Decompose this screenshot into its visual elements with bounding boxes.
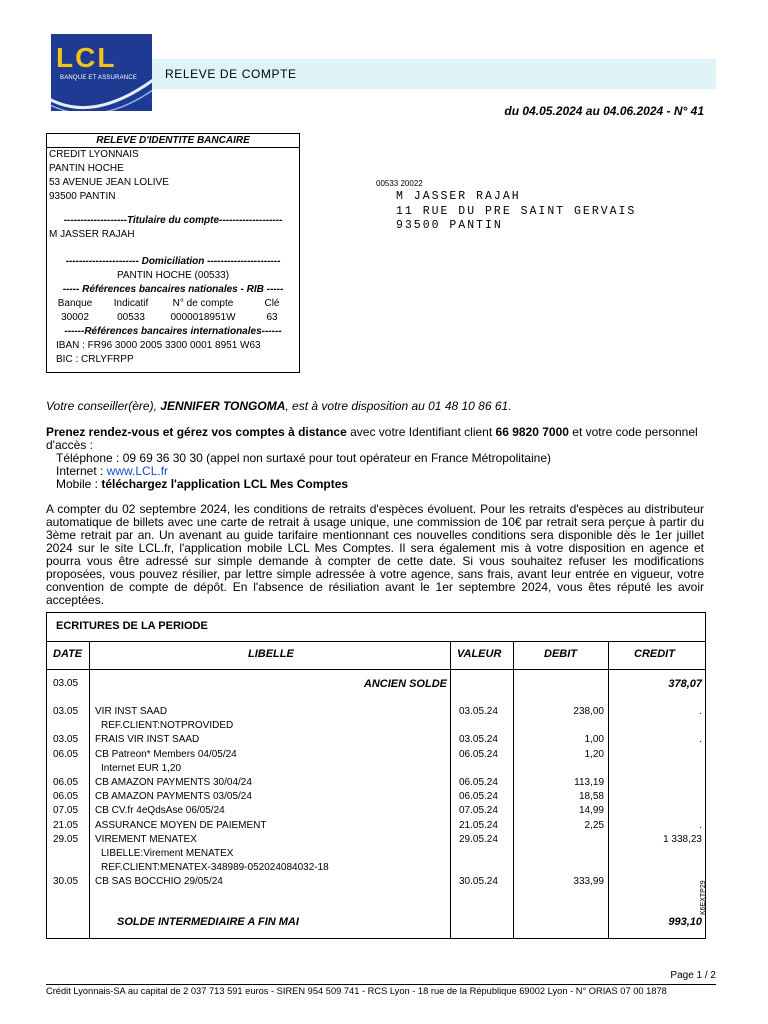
rib-titulaire-header: -------------------Titulaire du compte------------------- [63, 215, 283, 226]
row-debit: 18,58 [578, 791, 604, 803]
row-date: 03.05 [53, 706, 79, 717]
row-credit: 1 338,23 [663, 833, 702, 845]
rib-titulaire: M JASSER RAJAH [49, 229, 135, 240]
address-line: 93500 PANTIN [396, 219, 503, 232]
row-libelle: VIREMENT MENATEX [95, 833, 197, 845]
address-code: 00533 20022 [376, 179, 423, 188]
remote-access-mid: avec votre Identifiant client [346, 425, 496, 439]
row-debit: 2,25 [584, 819, 604, 831]
advisor-line [46, 400, 512, 413]
rib-national-header: ----- Références bancaires nationales - RIB ----- [62, 284, 284, 295]
row-credit: . [699, 706, 702, 717]
rib-val-indicatif: 00533 [117, 312, 145, 323]
remote-access-text [46, 426, 716, 452]
row-valeur: 06.05.24 [459, 748, 498, 760]
row-debit: 113,19 [574, 777, 604, 788]
contact-list [56, 452, 551, 491]
row-libelle: VIR INST SAAD [95, 706, 168, 717]
table-title: ECRITURES DE LA PERIODE [56, 620, 208, 632]
row-valeur: 03.05.24 [459, 706, 498, 717]
rib-col-indicatif: Indicatif [113, 298, 149, 309]
rib-bic: BIC : CRLYFRPP [56, 354, 134, 365]
row-valeur: 21.05.24 [459, 819, 498, 831]
row-libelle: CB AMAZON PAYMENTS 30/04/24 [95, 777, 252, 788]
advisor-name: JENNIFER TONGOMA [160, 399, 286, 413]
advisor-post: , est à votre disposition au 01 48 10 86 61. [285, 399, 512, 413]
contact-mobile [56, 478, 551, 491]
address-line: M JASSER RAJAH [396, 190, 521, 203]
rib-col-banque: Banque [57, 298, 93, 309]
advisor-pre: Votre conseiller(ère), [46, 399, 161, 413]
header-date: DATE [53, 648, 83, 660]
transactions-table [46, 612, 706, 939]
row-date: 06.05 [53, 791, 79, 803]
row-date: 30.05 [53, 876, 79, 888]
recipient-address [396, 190, 636, 234]
rib-val-compte: 0000018951W [170, 312, 236, 323]
internet-label: Internet : [56, 464, 107, 478]
remote-access-post: et votre code personnel d'accès : [46, 425, 698, 452]
rib-title: RELEVE D'IDENTITE BANCAIRE [47, 134, 299, 148]
ancien-solde-credit: 378,07 [668, 678, 702, 690]
remote-access-bold: Prenez rendez-vous et gérez vos comptes à distance [46, 425, 347, 439]
row-valeur: 03.05.24 [459, 734, 498, 746]
rib-bank-line: 53 AVENUE JEAN LOLIVE [49, 177, 169, 188]
row-date: 06.05 [53, 748, 79, 760]
row-valeur: 29.05.24 [459, 833, 498, 845]
row-date: 21.05 [53, 819, 79, 831]
row-libelle: FRAIS VIR INST SAAD [95, 734, 200, 746]
row-debit: 1,20 [584, 748, 604, 760]
row-date: 29.05 [53, 833, 79, 845]
solde-label: SOLDE INTERMEDIAIRE A FIN MAI [117, 916, 299, 928]
legal-footer: Crédit Lyonnais-SA au capital de 2 037 713 591 euros - SIREN 954 509 741 - RCS Lyon - 18 rue de la République 69002 Lyon - N° ORIAS 07 00 1878 [46, 986, 667, 996]
page-number: Page 1 / 2 [670, 970, 716, 981]
row-libelle: REF.CLIENT:NOTPROVIDED [101, 720, 234, 732]
statement-period: du 04.05.2024 au 04.06.2024 - N° 41 [504, 104, 704, 118]
rib-bank-line: CREDIT LYONNAIS [49, 149, 139, 160]
row-debit: 238,00 [573, 706, 604, 717]
doc-title: RELEVE DE COMPTE [165, 67, 297, 81]
row-debit: 333,99 [573, 876, 604, 888]
row-valeur: 07.05.24 [459, 805, 498, 817]
logo-subtitle: BANQUE ET ASSURANCE [60, 75, 138, 81]
mobile-app-text: téléchargez l'application LCL Mes Comptes [101, 477, 349, 491]
rib-val-banque: 30002 [61, 312, 89, 323]
header-debit: DEBIT [544, 648, 577, 660]
row-date: 03.05 [53, 734, 79, 746]
rib-col-cle: Clé [264, 298, 280, 309]
rib-international-header: ------Références bancaires internationales------ [64, 326, 282, 337]
row-date: 07.05 [53, 805, 79, 817]
row-valeur: 06.05.24 [459, 777, 498, 788]
ancien-solde-date: 03.05 [53, 678, 79, 689]
rib-bank-line: 93500 PANTIN [49, 191, 116, 202]
row-debit: 14,99 [578, 805, 604, 817]
contact-telephone: Téléphone : 09 69 36 30 30 (appel non surtaxé pour tout opérateur en France Métropolitaine) [56, 451, 551, 465]
document-code: K6EXTP29 [700, 880, 707, 915]
row-credit: . [699, 819, 702, 831]
row-libelle: REF.CLIENT:MENATEX-348989-052024084032-18 [101, 862, 329, 874]
row-libelle: Internet EUR 1,20 [101, 762, 182, 774]
header-valeur: VALEUR [457, 648, 502, 660]
row-libelle: CB Patreon* Members 04/05/24 [95, 748, 237, 760]
row-credit: . [699, 734, 702, 746]
row-libelle: CB CV.fr 4eQdsAse 06/05/24 [95, 805, 225, 817]
mobile-label: Mobile : [56, 477, 102, 491]
rib-domiciliation: PANTIN HOCHE (00533) [116, 270, 230, 281]
row-libelle: CB SAS BOCCHIO 29/05/24 [95, 876, 223, 888]
row-libelle: CB AMAZON PAYMENTS 03/05/24 [95, 791, 252, 803]
solde-credit: 993,10 [668, 916, 702, 928]
client-id: 66 9820 7000 [495, 425, 569, 439]
header-libelle: LIBELLE [248, 648, 294, 660]
ancien-solde-label: ANCIEN SOLDE [363, 678, 447, 690]
row-libelle: LIBELLE:Virement MENATEX [101, 848, 234, 859]
rib-bank-line: PANTIN HOCHE [49, 163, 124, 174]
rib-box [46, 133, 300, 373]
logo-text: LCL [56, 42, 117, 73]
footer-rule [46, 984, 716, 985]
rib-domiciliation-header: ---------------------- Domiciliation ---------------------- [65, 256, 281, 267]
rib-col-compte: N° de compte [172, 298, 234, 309]
row-libelle: ASSURANCE MOYEN DE PAIEMENT [95, 819, 267, 831]
rib-val-cle: 63 [266, 312, 278, 323]
rib-iban: IBAN : FR96 3000 2005 3300 0001 8951 W63 [56, 340, 261, 351]
lcl-website-link[interactable]: www.LCL.fr [106, 464, 169, 478]
row-valeur: 30.05.24 [459, 876, 498, 888]
row-valeur: 06.05.24 [459, 791, 498, 803]
header-credit: CREDIT [634, 648, 675, 660]
row-debit: 1,00 [584, 734, 604, 746]
address-line: 11 RUE DU PRE SAINT GERVAIS [396, 204, 637, 218]
rib-column-headers [47, 297, 299, 311]
rib-column-values [47, 311, 299, 325]
row-date: 06.05 [53, 777, 79, 788]
notice-paragraph: A compter du 02 septembre 2024, les conditions de retraits d'espèces évoluent. Pour les retraits d'espèces au distributeur automatique de billets avec une carte de retrait à usage unique, une commission de 10€ par retrait sera perçue à partir du 3ème retrait par an. Un avenant au guide tarifaire mentionnant ces nouvelles conditions sera disponible dès le 1er juillet 2024 sur le site LCL.fr, l'application mobile LCL Mes Comptes. Il sera également mis à votre disposition en agence et pourra vous être adressé sur simple demande à compter de cette date. Si vous souhaitez refuser les modifications proposées, vous pouvez résilier, par lettre simple adressée à votre agence, sans frais, avant leur entrée en vigueur, votre convention de compte de dépôt. En l'absence de résiliation avant le 1er septembre 2024, vous êtes réputé les avoir acceptées. [46, 502, 704, 607]
